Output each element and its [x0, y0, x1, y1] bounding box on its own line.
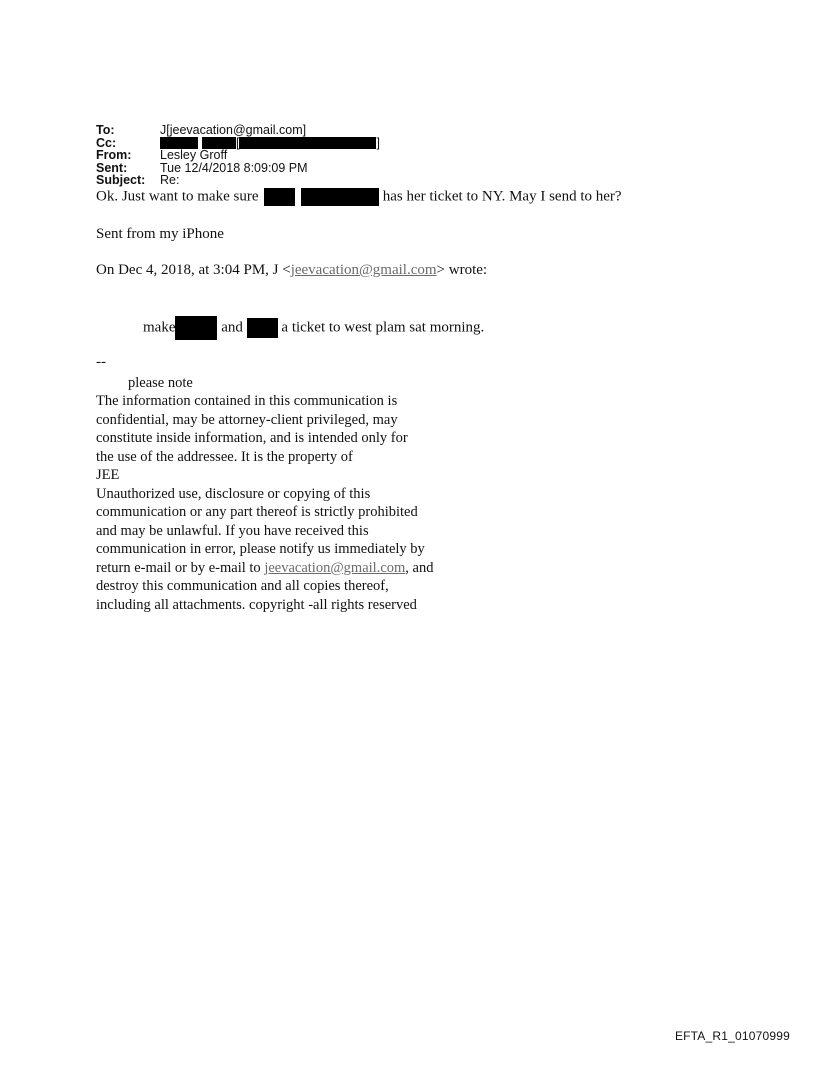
- email-link[interactable]: jeevacation@gmail.com: [264, 559, 406, 576]
- redaction-box: [239, 137, 376, 149]
- quoted-text: make: [143, 319, 176, 336]
- disclaimer-text: [96, 392, 433, 614]
- quoted-message: [143, 316, 484, 340]
- cc-label: Cc:: [96, 135, 117, 150]
- to-row: [96, 124, 380, 137]
- message-line: [96, 188, 622, 206]
- redaction-box: [175, 316, 217, 340]
- from-label: From:: [96, 148, 132, 162]
- message-text: Ok. Just want to make sure: [96, 188, 259, 205]
- from-value: Lesley Groff: [160, 148, 228, 162]
- subject-row: [96, 174, 380, 187]
- quoted-text: and: [221, 319, 243, 336]
- email-link[interactable]: jeevacation@gmail.com: [290, 262, 437, 278]
- cc-bracket-close: ]: [376, 135, 380, 150]
- redaction-box: [247, 318, 278, 338]
- cc-row: [96, 137, 380, 150]
- disclaimer-note: please note: [128, 375, 193, 391]
- separator: --: [96, 354, 106, 370]
- redaction-box: [202, 137, 236, 149]
- redaction-box: [264, 188, 295, 206]
- quote-intro: [96, 262, 487, 279]
- message-text: has her ticket to NY. May I send to her?: [382, 188, 622, 205]
- document-id: EFTA_R1_01070999: [674, 1029, 790, 1043]
- cc-bracket-open: [: [236, 135, 240, 150]
- subject-value: Re:: [160, 173, 180, 187]
- redaction-box: [160, 137, 198, 149]
- email-header: [96, 124, 380, 187]
- subject-label: Subject:: [96, 173, 146, 187]
- disclaimer-body: The information contained in this communication is confidential, may be attorney-client privileged, may constitute inside information, and is intended only for the use of the addressee. It is the property of JEE Unauthorized use, disclosure or copying of this communication or any part thereof is strictly prohibited and may be unlawful. If you have received this communication in error, please notify us immediately by return e-mail or by e-mail to: [96, 393, 425, 576]
- quoted-text: a ticket to west plam sat morning.: [281, 319, 485, 336]
- redaction-box: [301, 188, 379, 206]
- to-label: To:: [96, 123, 115, 137]
- quote-intro-text: > wrote:: [436, 262, 488, 278]
- sent-label: Sent:: [96, 160, 128, 175]
- quote-intro-text: On Dec 4, 2018, at 3:04 PM, J <: [96, 262, 291, 278]
- signature: Sent from my iPhone: [96, 226, 224, 242]
- sent-value: Tue 12/4/2018 8:09:09 PM: [160, 160, 308, 175]
- to-value: J[jeevacation@gmail.com]: [160, 123, 307, 137]
- disclaimer-body: , and destroy this communication and all copies thereof, including all attachments. copyright -all rights reserved: [96, 559, 434, 613]
- from-row: [96, 149, 380, 162]
